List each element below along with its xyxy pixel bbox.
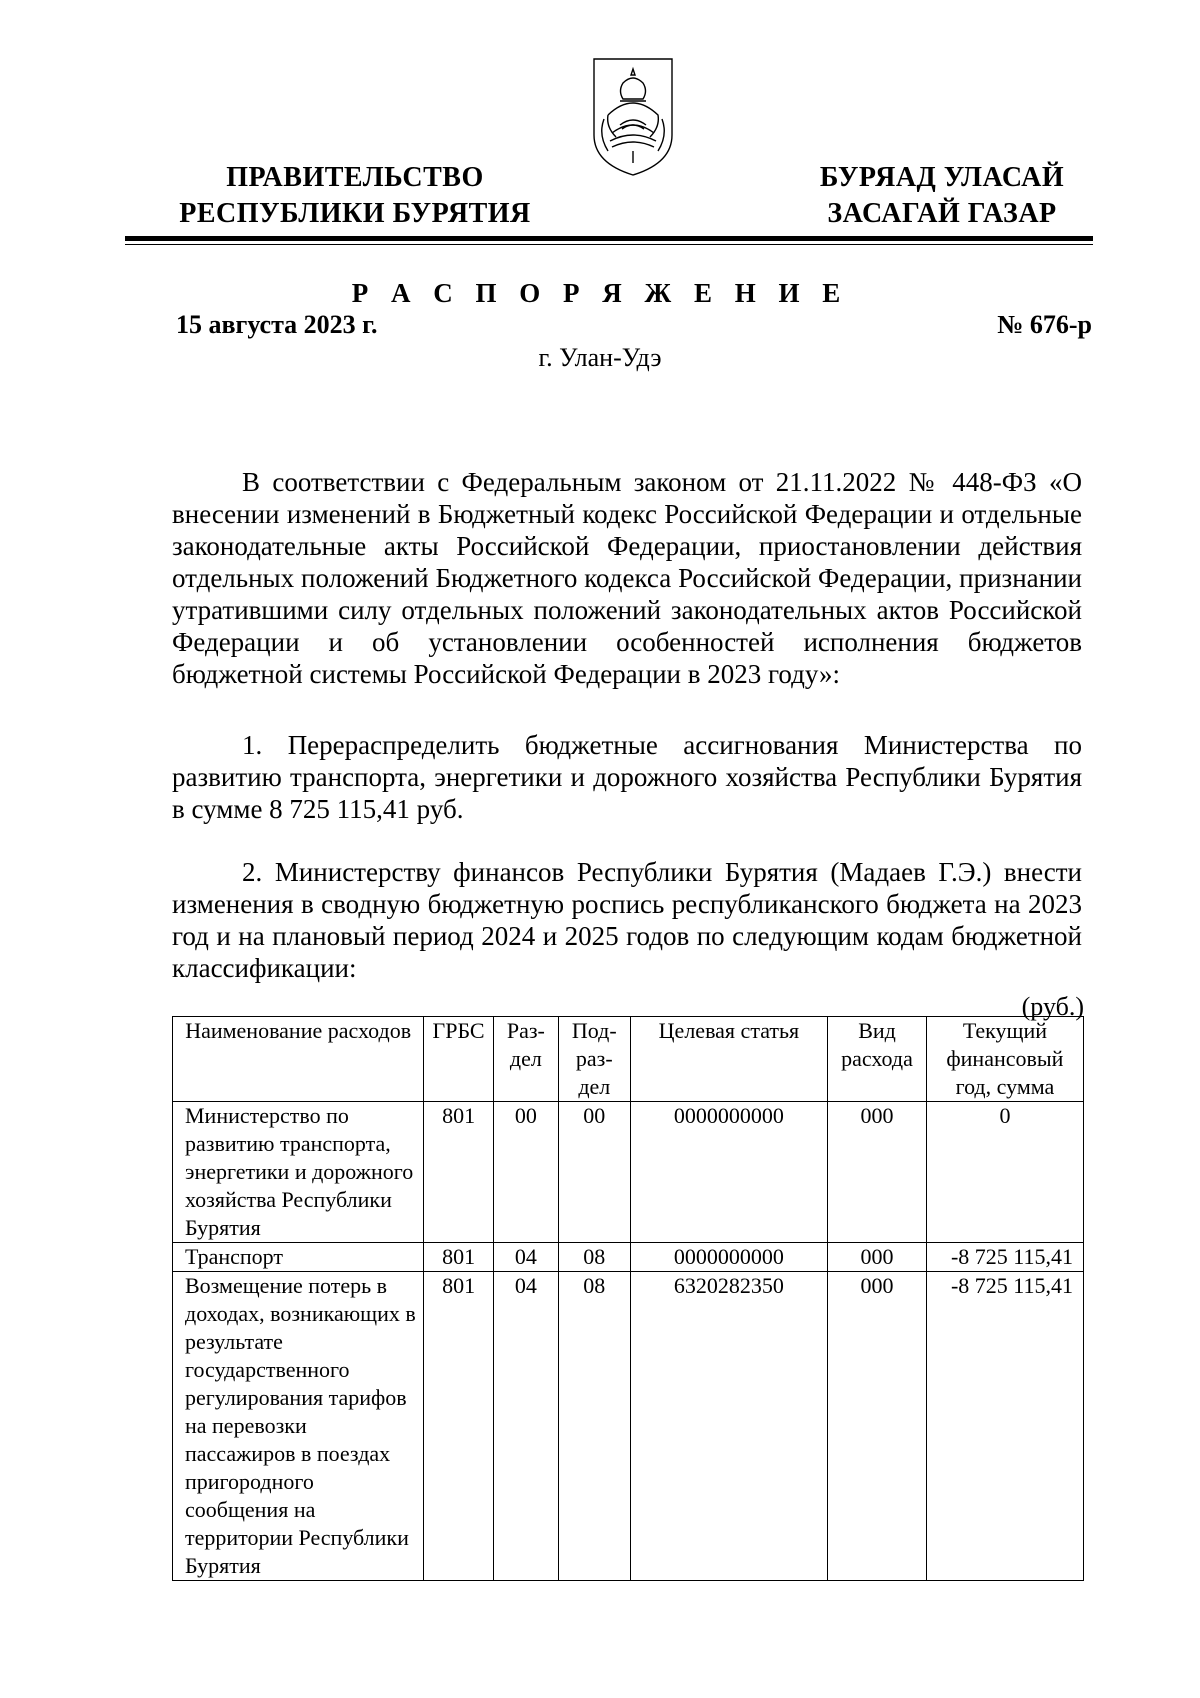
cell-razdel: 04 xyxy=(493,1243,558,1272)
header-left-russian xyxy=(155,160,555,232)
header-amount: Текущий финансовый год, сумма xyxy=(926,1017,1083,1102)
item-2-paragraph: 2. Министерству финансов Республики Бурятия (Мадаев Г.Э.) внести изменения в сводную бюджетную роспись республиканского бюджета на 2023 год и на плановый период 2024 и 2025 годов по следующим кодам бюджетной классификации: xyxy=(172,857,1082,983)
cell-target: 0000000000 xyxy=(630,1243,827,1272)
cell-amount: -8 725 115,41 xyxy=(926,1243,1083,1272)
cell-name: Транспорт xyxy=(173,1243,424,1272)
cell-grbs: 801 xyxy=(424,1243,494,1272)
cell-razdel: 04 xyxy=(493,1272,558,1581)
table-header-row xyxy=(173,1017,1084,1102)
header-target: Целевая статья xyxy=(630,1017,827,1102)
cell-target: 6320282350 xyxy=(630,1272,827,1581)
header-right-buryat xyxy=(742,160,1142,232)
table-row xyxy=(173,1102,1084,1243)
header-right-line1: БУРЯАД УЛАСАЙ xyxy=(819,162,1065,193)
cell-vid: 000 xyxy=(828,1243,927,1272)
cell-grbs: 801 xyxy=(424,1272,494,1581)
cell-vid: 000 xyxy=(828,1102,927,1243)
header-right-line2: ЗАСАГАЙ ГАЗАР xyxy=(827,198,1057,229)
table-row xyxy=(173,1243,1084,1272)
document-number: № 676-р xyxy=(997,310,1092,339)
header-name: Наименование расходов xyxy=(173,1017,424,1102)
cell-name: Возмещение потерь в доходах, возникающих в результате государственного регулирования тарифов на перевозки пассажиров в поездах пригородного сообщения на территории Республики Бурятия xyxy=(173,1272,424,1581)
document-type-title: Р А С П О Р Я Ж Е Н И Е xyxy=(351,278,849,308)
cell-grbs: 801 xyxy=(424,1102,494,1243)
cell-name: Министерство по развитию транспорта, энергетики и дорожного хозяйства Республики Бурятия xyxy=(173,1102,424,1243)
header-left-line1: ПРАВИТЕЛЬСТВО xyxy=(226,162,484,193)
budget-classification-table xyxy=(172,1016,1084,1581)
header-razdel: Раз-дел xyxy=(493,1017,558,1102)
cell-podrazdel: 08 xyxy=(558,1243,630,1272)
header-podrazdel: Под-раз-дел xyxy=(558,1017,630,1102)
cell-vid: 000 xyxy=(828,1272,927,1581)
cell-amount: 0 xyxy=(926,1102,1083,1243)
cell-razdel: 00 xyxy=(493,1102,558,1243)
document-city: г. Улан-Удэ xyxy=(538,343,662,372)
header-grbs: ГРБС xyxy=(424,1017,494,1102)
cell-podrazdel: 08 xyxy=(558,1272,630,1581)
header-divider-thick xyxy=(125,236,1093,241)
header-vid: Вид расхода xyxy=(828,1017,927,1102)
header-divider-thin xyxy=(125,244,1093,245)
cell-podrazdel: 00 xyxy=(558,1102,630,1243)
cell-target: 0000000000 xyxy=(630,1102,827,1243)
coat-of-arms-emblem xyxy=(590,55,676,179)
preamble-paragraph: В соответствии с Федеральным законом от 21.11.2022 № 448-ФЗ «О внесении изменений в Бюджетный кодекс Российской Федерации и отдельные законодательные акты Российской Федерации, приостановлении действия отдельных положений Бюджетного кодекса Российской Федерации, признании утратившими силу отдельных положений законодательных актов Российской Федерации и об установлении особенностей исполнения бюджетов бюджетной системы Российской Федерации в 2023 году»: xyxy=(172,467,1082,689)
currency-unit-label: (руб.) xyxy=(1021,992,1084,1021)
document-date: 15 августа 2023 г. xyxy=(176,310,378,339)
item-1-paragraph: 1. Перераспределить бюджетные ассигнования Министерства по развитию транспорта, энергетики и дорожного хозяйства Республики Бурятия в сумме 8 725 115,41 руб. xyxy=(172,730,1082,824)
table-row xyxy=(173,1272,1084,1581)
header-left-line2: РЕСПУБЛИКИ БУРЯТИЯ xyxy=(179,198,531,229)
cell-amount: -8 725 115,41 xyxy=(926,1272,1083,1581)
